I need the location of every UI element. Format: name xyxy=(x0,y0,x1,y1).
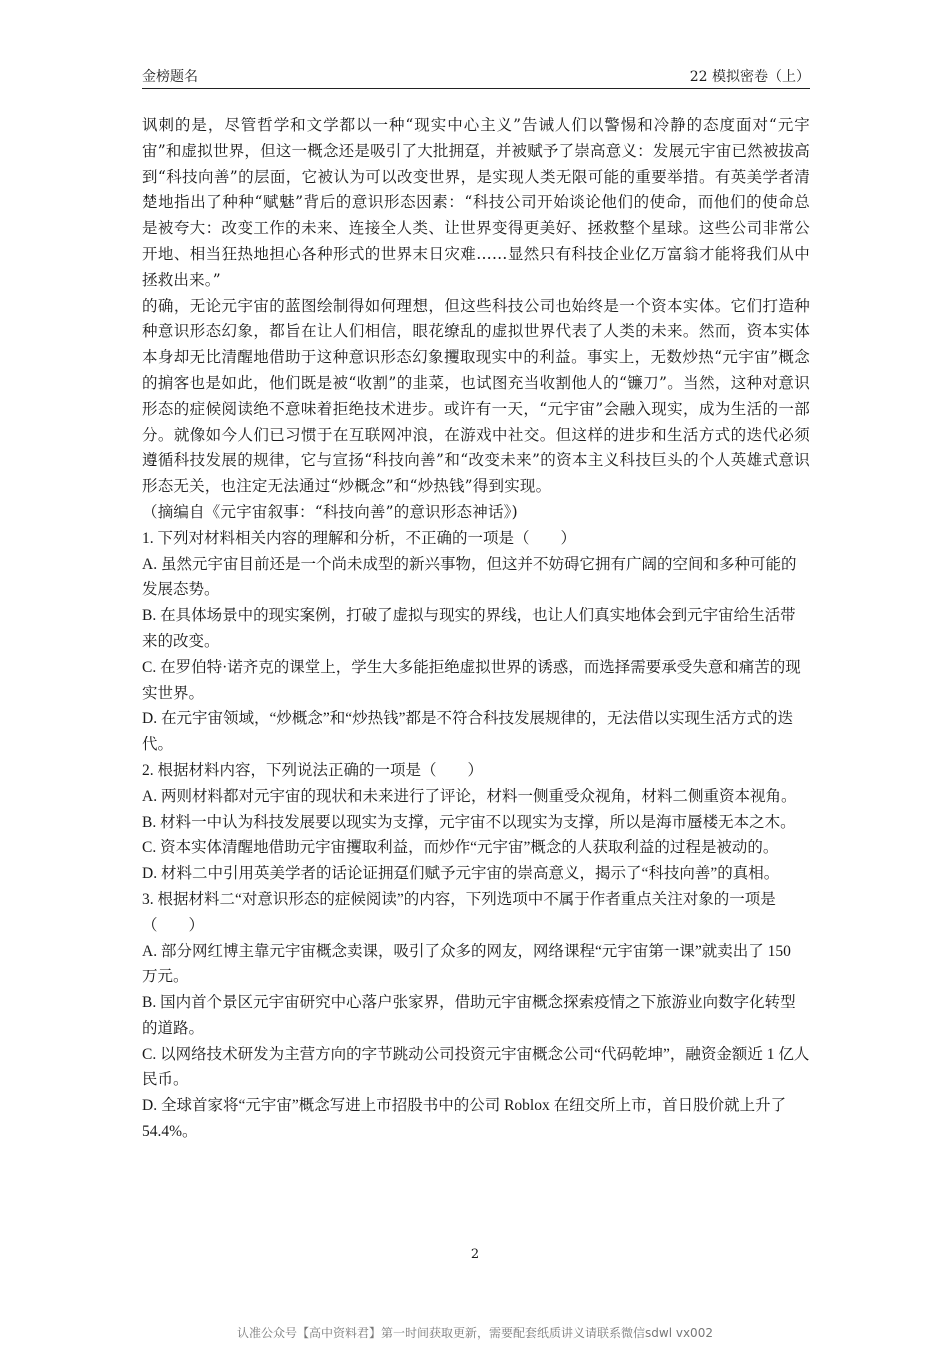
passage-source: （摘编自《元宇宙叙事：“科技向善”的意识形态神话》) xyxy=(142,502,518,521)
option-d: D. 全球首家将“元宇宙”概念写进上市招股书中的公司 Roblox 在纽交所上市，首日股价就上升了 54.4%。 xyxy=(142,1097,787,1141)
question-stem: 2. 根据材料内容，下列说法正确的一项是（ ） xyxy=(142,761,484,779)
option-a: A. 部分网红博主靠元宇宙概念卖课，吸引了众多的网友，网络课程“元宇宙第一课”就卖出了 150 万元。 xyxy=(142,942,791,986)
question-stem: 1. 下列对材料相关内容的理解和分析，不正确的一项是（ ） xyxy=(142,529,577,547)
option-b: B. 在具体场景中的现实案例，打破了虚拟与现实的界线，也让人们真实地体会到元宇宙给生活带来的改变。 xyxy=(142,607,796,650)
question-stem: 3. 根据材料二“对意识形态的症候阅读”的内容，下列选项中不属于作者重点关注对象的一项是（ ） xyxy=(142,890,776,934)
option-d: D. 在元宇宙领域，“炒概念”和“炒热钱”都是不符合科技发展规律的，无法借以实现生活方式的迭代。 xyxy=(142,710,793,754)
footer-notice: 认准公众号【高中资料君】第一时间获取更新，需要配套纸质讲义请联系微信sdwl vx002 xyxy=(237,1326,713,1340)
page-number: 2 xyxy=(470,1247,480,1262)
document-body xyxy=(142,113,810,1145)
option-a: A. 两则材料都对元宇宙的现状和未来进行了评论，材料一侧重受众视角，材料二侧重资本视角。 xyxy=(142,787,797,805)
question-1 xyxy=(142,526,810,758)
header-right-title: 22 模拟密卷（上） xyxy=(689,69,810,85)
option-b: B. 材料一中认为科技发展要以现实为支撑，元宇宙不以现实为支撑，所以是海市蜃楼无本之木。 xyxy=(142,813,796,831)
option-b: B. 国内首个景区元宇宙研究中心落户张家界，借助元宇宙概念探索疫情之下旅游业向数字化转型的道路。 xyxy=(142,994,796,1037)
option-a: A. 虽然元宇宙目前还是一个尚未成型的新兴事物，但这并不妨碍它拥有广阔的空间和多种可能的发展态势。 xyxy=(142,555,797,599)
passage-paragraph: 讽刺的是，尽管哲学和文学都以一种“现实中心主义”告诫人们以警惕和冷静的态度面对“元宇宙”和虚拟世界，但这一概念还是吸引了大批拥趸，并被赋予了崇高意义：发展元宇宙已然被拔高到“科技向善”的层面，它被认为可以改变世界，是实现人类无限可能的重要举措。有英美学者清楚地指出了种种“赋魅”背后的意识形态因素：“科技公司开始谈论他们的使命，而他们的使命总是被夸大：改变工作的未来、连接全人类、让世界变得更美好、拯救整个星球。这些公司非常公开地、相当狂热地担心各种形式的世界末日灾难……显然只有科技企业亿万富翁才能将我们从中拯救出来。” xyxy=(142,116,810,289)
option-c: C. 资本实体清醒地借助元宇宙攫取利益，而炒作“元宇宙”概念的人获取利益的过程是被动的。 xyxy=(142,839,779,857)
option-c: C. 在罗伯特·诺齐克的课堂上，学生大多能拒绝虚拟世界的诱惑，而选择需要承受失意和痛苦的现实世界。 xyxy=(142,658,801,702)
option-c: C. 以网络技术研发为主营方向的字节跳动公司投资元宇宙概念公司“代码乾坤”，融资金额近 1 亿人民币。 xyxy=(142,1045,810,1089)
question-2 xyxy=(142,758,810,887)
page-header xyxy=(142,66,810,89)
question-3 xyxy=(142,887,810,1145)
passage-paragraph: 的确，无论元宇宙的蓝图绘制得如何理想，但这些科技公司也始终是一个资本实体。它们打造种种意识形态幻象，都旨在让人们相信，眼花缭乱的虚拟世界代表了人类的未来。然而，资本实体本身却无比清醒地借助于这种意识形态幻象攫取现实中的利益。事实上，无数炒热“元宇宙”概念的掮客也是如此，他们既是被“收割”的韭菜，也试图充当收割他人的“镰刀”。当然，这种对意识形态的症候阅读绝不意味着拒绝技术进步。或许有一天，“元宇宙”会融入现实，成为生活的一部分。就像如今人们已习惯于在互联网冲浪，在游戏中社交。但这样的进步和生活方式的迭代必须遵循科技发展的规律，它与宣扬“科技向善”和“改变未来”的资本主义科技巨头的个人英雄式意识形态无关，也注定无法通过“炒概念”和“炒热钱”得到实现。 xyxy=(142,296,810,496)
option-d: D. 材料二中引用英美学者的话论证拥趸们赋予元宇宙的崇高意义，揭示了“科技向善”的真相。 xyxy=(142,865,780,883)
header-left-title: 金榜题名 xyxy=(142,69,198,85)
